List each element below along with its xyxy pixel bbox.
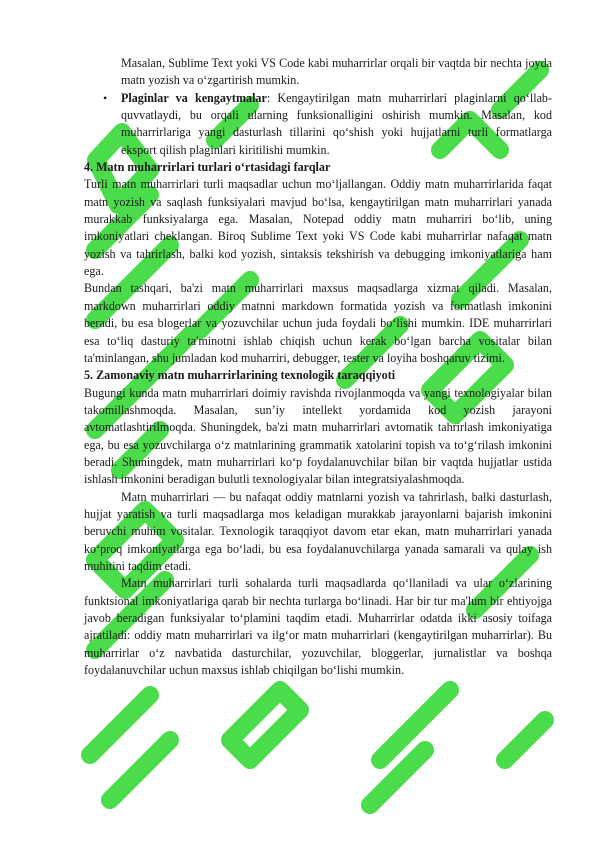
watermark-stroke bbox=[505, 720, 545, 760]
intro-continuation: Masalan, Sublime Text yoki VS Code kabi muharrirlar orqali bir vaqtda bir nechta joyda matn yozish va o‘zgartirish mumkin. bbox=[121, 56, 552, 88]
bullet-term: Plaginlar va kengaytmalar bbox=[121, 90, 267, 105]
section5-paragraph-1: Bugungi kunda matn muharrirlari doimiy ravishda rivojlanmoqda va yangi texnologiyalar bilan takomillashmoqda. Masalan, sun’iy intellekt yordamida kod yozish jarayoni avtomatlashtirilmoqda. Shuningdek, ba'zi matn muharrirlari avtomatik tahrirlash imkoniyatiga ega, bu esa yozuvchilarga o‘z matnlarining grammatik xatolarini topish va to‘g‘rilash imkonini beradi. Shuningdek, matn muharrirlari ko‘p foydalanuvchilar bilan bir vaqtda hujjatlar ustida ishlash imkonini beradigan bulutli texnologiyalar bilan integratsiyalashmoqda. bbox=[84, 385, 552, 487]
document-body bbox=[84, 55, 552, 679]
section4-paragraph-1: Turli matn muharrirlari turli maqsadlar uchun mo‘ljallangan. Oddiy matn muharrirlarida faqat matn yozish va saqlash funksiyalari mavjud bo‘lsa, kengaytirilgan matn muharrirlari yanada murakkab funksiyalarga ega. Masalan, Notepad oddiy matn muharriri bo‘lib, uning imkoniyatlari cheklangan. Biroq Sublime Text yoki VS Code kabi muharrirlar nafaqat matn yozish va tahrirlash, balki kod yozish, sintaksis tekshirish va debugging imkoniyatlariga ham ega. bbox=[84, 177, 552, 279]
watermark-stroke bbox=[370, 750, 425, 805]
section-heading-4: 4. Matn muharrirlari turlari o‘rtasidagi farqlar bbox=[84, 160, 331, 175]
bullet-dot: • bbox=[103, 90, 108, 105]
bullet-text: : Kengaytirilgan matn muharrirlari plaginlarni qo‘llab-quvvatlaydi, bu orqali ularning funksionalligini oshirish mumkin. Masalan, kod muharrirlariga yangi dasturlash tillarini qo‘shish yoki hujjatlarni turli formatlarga eksport qilish plaginlari kiritilishi mumkin. bbox=[121, 90, 553, 157]
watermark-stroke bbox=[90, 695, 150, 755]
watermark-stroke bbox=[380, 690, 450, 760]
section5-paragraph-2: Matn muharrirlari — bu nafaqat oddiy matnlarni yozish va tahrirlash, balki dasturlash, hujjat yaratish va turli maqsadlarga mos keladigan murakkab jarayonlarni bajarish imkonini beruvchi muhim vositalar. Texnologik taraqqiyot davom etar ekan, matn muharrirlari yanada ko‘proq imkoniyatlarga ega bo‘ladi, bu esa foydalanuvchilarga yanada samarali va qulay ish muhitini taqdim etadi. bbox=[84, 489, 552, 573]
watermark-stroke bbox=[110, 740, 170, 800]
watermark-stroke bbox=[230, 690, 300, 760]
section4-paragraph-2: Bundan tashqari, ba'zi matn muharrirlari maxsus maqsadlarga xizmat qiladi. Masalan, markdown muharrirlari oddiy matnni markdown formatida yozish va formatlash imkonini beradi, bu esa blogerlar va yozuvchilar uchun juda foydali bo‘lishi mumkin. IDE muharrirlari esa to‘liq dasturiy ta'minotni ishlab chiqish uchun kerak bo‘lgan barcha vositalar bilan ta'minlangan, shu jumladan kod muharriri, debugger, tester va loyiha boshqaruv tizimi. bbox=[84, 281, 552, 365]
section-heading-5: 5. Zamonaviy matn muharrirlarining texnologik taraqqiyoti bbox=[84, 368, 396, 383]
bullet-plugins bbox=[84, 90, 552, 159]
section5-paragraph-3: Matn muharrirlari turli sohalarda turli maqsadlarda qo‘llaniladi va ular o‘zlarining funktsional imkoniyatlariga qarab bir nechta turlarga bo‘linadi. Har bir tur ma'lum bir ehtiyojga javob beradigan funksiyalar to‘plamini taqdim etadi. Muharrirlar odatda ikki asosiy toifaga ajratiladi: oddiy matn muharrirlari va ilg‘or matn muharrirlari (kengaytirilgan muharrirlar). Bu muharrirlar o‘z navbatida dasturchilar, yozuvchilar, bloggerlar, jurnalistlar va boshqa foydalanuvchilar uchun maxsus ishlab chiqilgan bo‘lishi mumkin. bbox=[84, 576, 552, 678]
